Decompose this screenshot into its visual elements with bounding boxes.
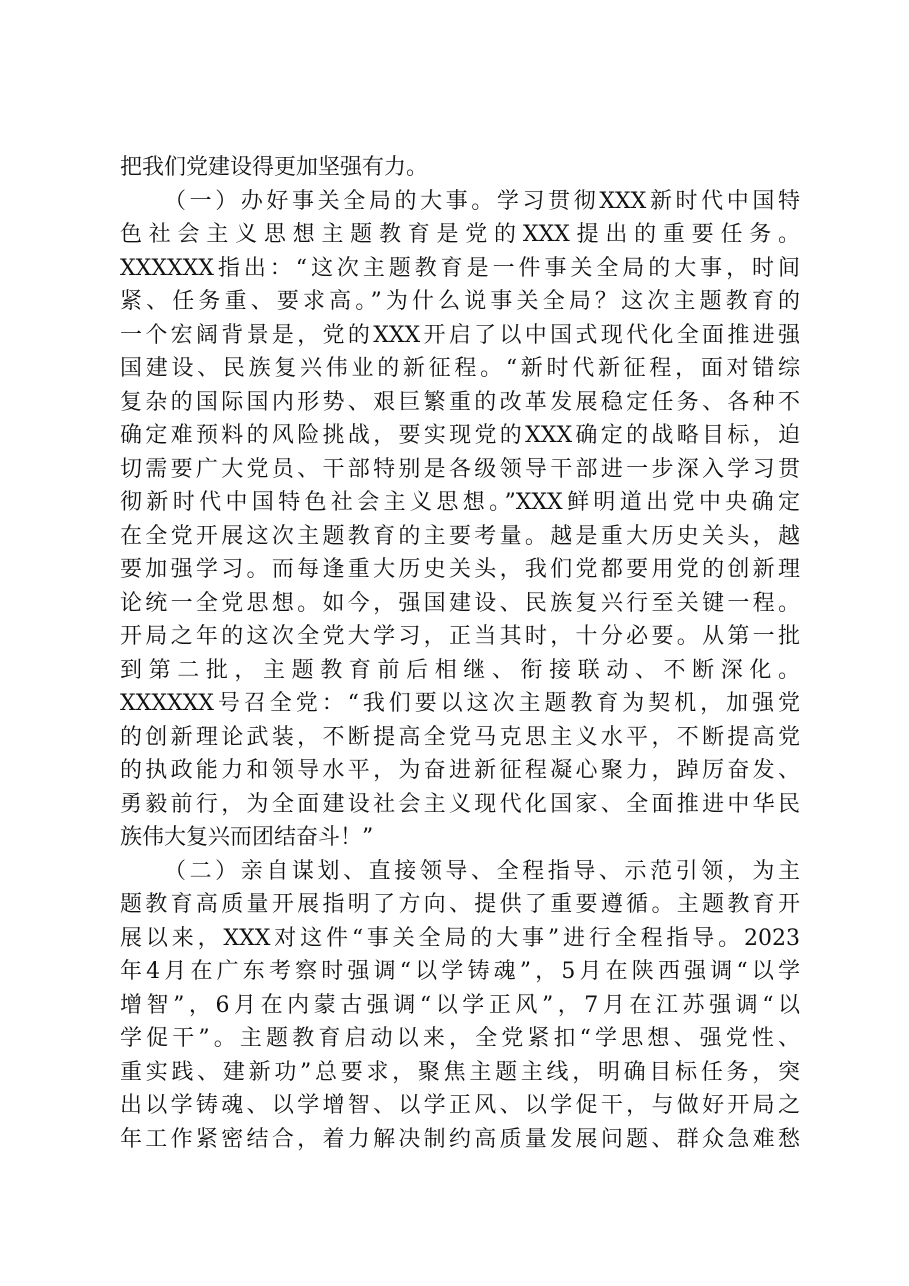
text-line: 复杂的国际国内形势、艰巨繁重的改革发展稳定任务、各种不 xyxy=(120,389,800,415)
text-line: 到第二批，主题教育前后相继、衔接联动、不断深化。 xyxy=(120,657,800,683)
text-line: 年工作紧密结合，着力解决制约高质量发展问题、群众急难愁 xyxy=(120,1126,800,1152)
text-line: XXXXXX指出：“这次主题教育是一件事关全局的大事，时间 xyxy=(120,255,800,281)
text-line: 紧、任务重、要求高。”为什么说事关全局？这次主题教育的 xyxy=(120,289,800,314)
text-line: 展以来，XXX对这件“事关全局的大事”进行全程指导。2023 xyxy=(120,925,800,951)
text-line: 年4月在广东考察时强调“以学铸魂”，5月在陕西强调“以学 xyxy=(120,959,800,984)
text-line: XXXXXX号召全党：“我们要以这次主题教育为契机，加强党 xyxy=(120,691,800,716)
paragraph-1-heading-line: （一）办好事关全局的大事。学习贯彻XXX新时代中国特 xyxy=(164,188,800,214)
text-line: 出以学铸魂、以学增智、以学正风、以学促干，与做好开局之 xyxy=(120,1093,800,1118)
paragraph-2-heading-line: （二）亲自谋划、直接领导、全程指导、示范引领，为主 xyxy=(164,858,800,884)
text-line: 开局之年的这次全党大学习，正当其时，十分必要。从第一批 xyxy=(120,624,800,649)
text-line: 色社会主义思想主题教育是党的XXX提出的重要任务。 xyxy=(120,222,800,247)
text-line: 在全党开展这次主题教育的主要考量。越是重大历史关头，越 xyxy=(120,523,800,549)
text-line: 族伟大复兴而团结奋斗！” xyxy=(120,825,374,850)
text-line: 确定难预料的风险挑战，要实现党的XXX确定的战略目标，迫 xyxy=(120,423,800,448)
text-line: 重实践、建新功”总要求，聚焦主题主线，明确目标任务，突 xyxy=(120,1059,800,1085)
text-line: 要加强学习。而每逢重大历史关头，我们党都要用党的创新理 xyxy=(120,557,800,582)
text-line: 增智”，6月在内蒙古强调“以学正风”，7月在江苏强调“以 xyxy=(120,992,800,1018)
body-text xyxy=(120,151,800,1156)
text-line: 一个宏阔背景是，党的XXX开启了以中国式现代化全面推进强 xyxy=(120,322,800,348)
text-line: 国建设、民族复兴伟业的新征程。“新时代新征程，面对错综 xyxy=(120,356,800,381)
text-line: 彻新时代中国特色社会主义思想。”XXX鲜明道出党中央确定 xyxy=(120,490,800,515)
text-line: 把我们党建设得更加坚强有力。 xyxy=(120,155,429,180)
text-line: 的创新理论武装，不断提高全党马克思主义水平，不断提高党 xyxy=(120,724,800,750)
text-line: 切需要广大党员、干部特别是各级领导干部进一步深入学习贯 xyxy=(120,456,800,482)
text-line: 题教育高质量开展指明了方向、提供了重要遵循。主题教育开 xyxy=(120,892,800,917)
text-line: 论统一全党思想。如今，强国建设、民族复兴行至关键一程。 xyxy=(120,590,800,616)
text-line: 勇毅前行，为全面建设社会主义现代化国家、全面推进中华民 xyxy=(120,791,800,817)
text-line: 的执政能力和领导水平，为奋进新征程凝心聚力，踔厉奋发、 xyxy=(120,758,800,783)
text-line: 学促干”。主题教育启动以来，全党紧扣“学思想、强党性、 xyxy=(120,1026,800,1051)
